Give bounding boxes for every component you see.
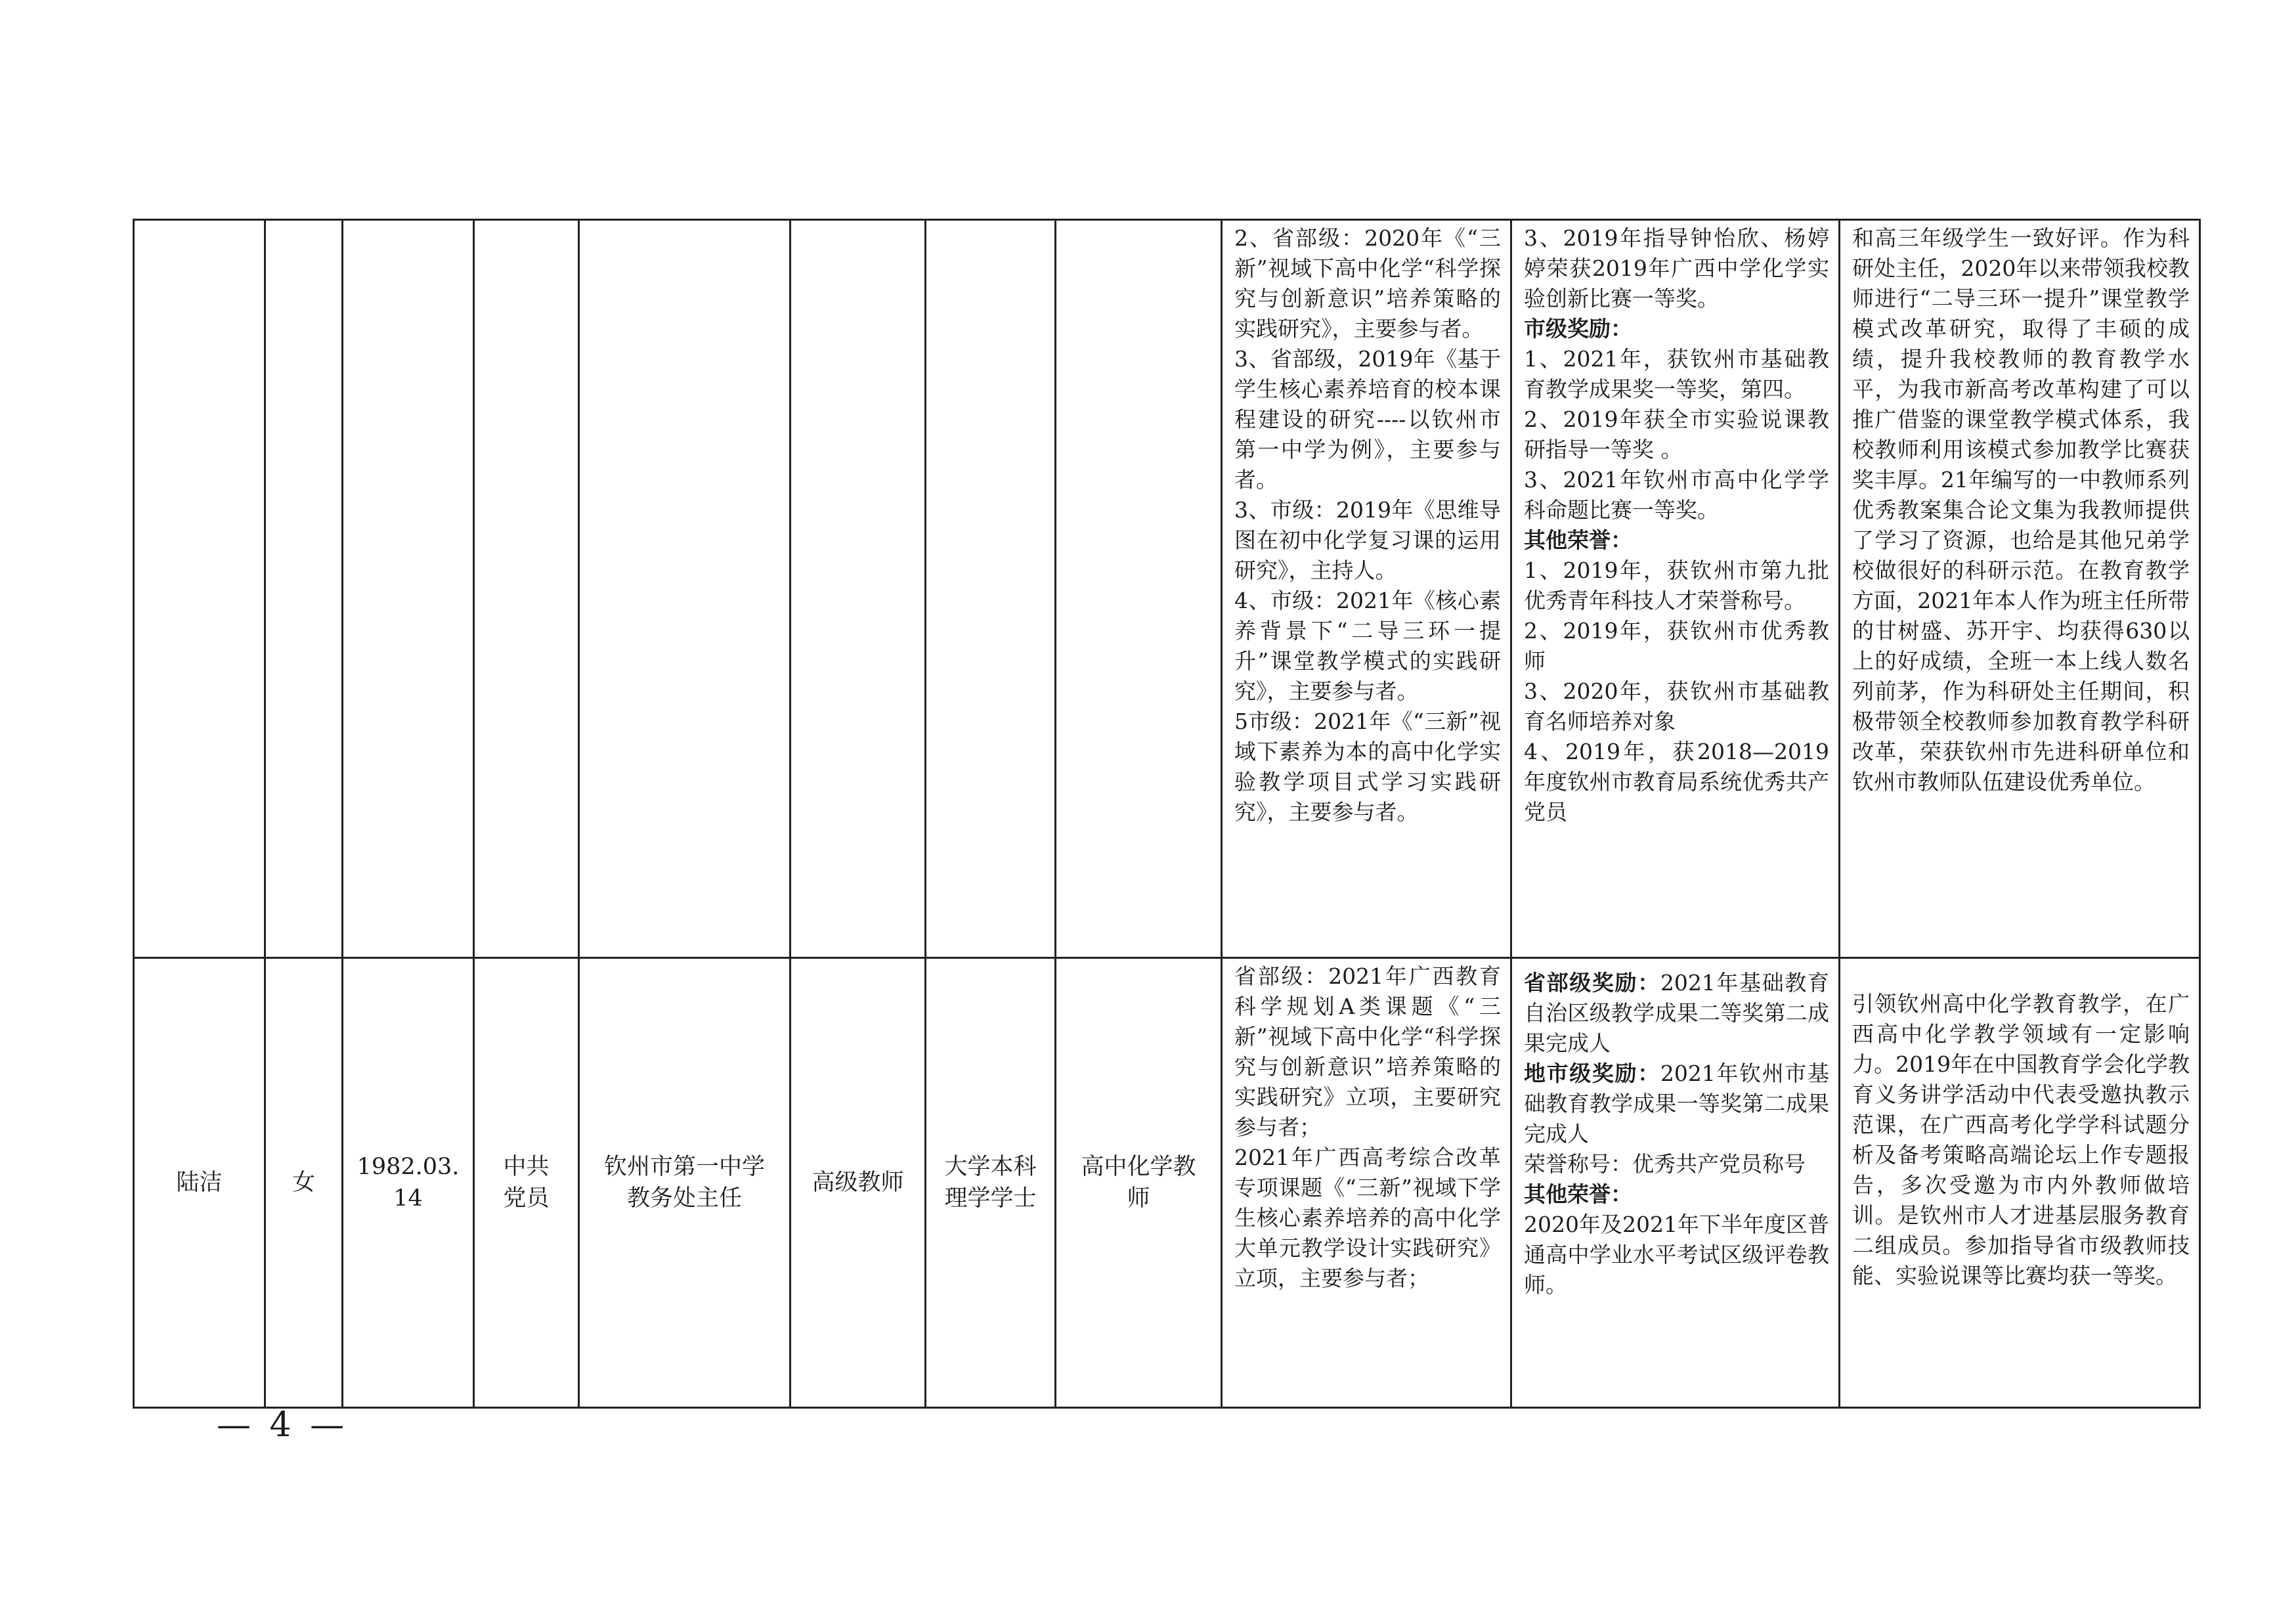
honor-item: 2、2019年，获钦州市优秀教师 [1524,618,1829,674]
person-education: 大学本科 理学学士 [944,1154,1037,1212]
research-item: 4、市级：2021年《核心素养背景下“二导三环一提升”课堂教学模式的实践研究》，主要参与者。 [1234,588,1501,704]
honor-item: 1、2021年，获钦州市基础教育教学成果奖一等奖，第四。 [1524,346,1829,402]
person-title: 高级教师 [812,1170,904,1196]
unit-position-cell [579,220,791,958]
table-row-person [134,958,2200,1408]
honor-item: 4、2019年，获2018—2019年度钦州市教育局系统优秀共产党员 [1524,739,1829,825]
honor-item: 荣誉称号：优秀共产党员称号 [1524,1151,1806,1177]
gender-cell [265,958,343,1408]
page-number: — 4 — [217,1405,349,1445]
honor-heading: 其他荣誉： [1524,527,1632,553]
research-item: 3、省部级，2019年《基于学生核心素养培育的校本课程建设的研究----以钦州市第一中学为例》，主要参与者。 [1234,346,1501,493]
honor-item: 2020年及2021年下半年度区普通高中学业水平考试区级评卷教师。 [1524,1212,1829,1298]
honor-item: 3、2021年钦州市高中化学学科命题比赛一等奖。 [1524,467,1829,523]
political-cell [474,220,579,958]
research-item: 省部级：2021年广西教育科学规划A类课题《“三新”视域下高中化学“科学探究与创新意识”培养策略的实践研究》立项，主要研究参与者； [1234,963,1501,1140]
research-item: 5市级：2021年《“三新”视域下素养为本的高中化学实验教学项目式学习实践研究》，主要参与者。 [1234,709,1501,825]
honor-text: 2021年基础教育自治区级教学成果二等奖第二成果完成人 [1524,970,1829,1056]
honor-item [1524,1059,1829,1149]
table-row-continued [134,220,2200,958]
subject-cell [1056,958,1222,1408]
title-cell [791,958,926,1408]
honor-heading: 其他荣誉： [1524,1181,1632,1207]
name-cell [134,958,265,1408]
research-item: 2021年广西高考综合改革专项课题《“三新”视域下学生核心素养培养的高中化学大单元教学设计实践研究》立项，主要参与者； [1234,1145,1501,1291]
birth-cell [343,220,474,958]
birth-cell [343,958,474,1408]
name-cell [134,220,265,958]
research-cell [1222,220,1511,958]
title-cell [791,220,926,958]
political-cell [474,958,579,1408]
honors-cell [1511,220,1840,958]
honor-item: 3、2019年指导钟怡欣、杨婷婷荣获2019年广西中学化学实验创新比赛一等奖。 [1524,225,1829,311]
description-cell [1840,220,2200,958]
person-subject: 高中化学教 师 [1081,1154,1196,1212]
description-text: 引领钦州高中化学教育教学，在广西高中化学教学领域有一定影响力。2019年在中国教育学会化学教育义务讲学活动中代表受邀执教示范课，在广西高考化学学科试题分析及备考策略高端论坛上作专题报告，多次受邀为市内外教师做培训。是钦州市人才进基层服务教育二组成员。参加指导省市级教师技能、实验说课等比赛均获一等奖。 [1852,991,2190,1288]
education-cell [926,220,1056,958]
person-name: 陆洁 [176,1170,223,1196]
gender-cell [265,220,343,958]
honor-label: 省部级奖励： [1524,970,1660,996]
subject-cell [1056,220,1222,958]
person-unit-position: 钦州市第一中学 教务处主任 [603,1154,765,1212]
education-cell [926,958,1056,1408]
honor-item: 1、2019年，获钦州市第九批优秀青年科技人才荣誉称号。 [1524,558,1829,613]
description-text: 和高三年级学生一致好评。作为科研处主任，2020年以来带领我校教师进行“二导三环一提升”课堂教学模式改革研究，取得了丰硕的成绩，提升我校教师的教育教学水平，为我市新高考改革构建了可以推广借鉴的课堂教学模式体系，我校教师利用该模式参加教学比赛获奖丰厚。21年编写的一中教师系列优秀教案集合论文集为我教师提供了学习了资源，也给是其他兄弟学校做很好的科研示范。在教育教学方面，2021年本人作为班主任所带的甘树盛、苏开宇、均获得630以上的好成绩，全班一本上线人数名列前茅，作为科研处主任期间，积极带领全校教师参加教育教学科研改革，荣获钦州市先进科研单位和钦州市教师队伍建设优秀单位。 [1852,225,2190,795]
person-gender: 女 [292,1170,315,1196]
unit-position-cell [579,958,791,1408]
honor-heading: 市级奖励： [1524,316,1632,341]
research-item: 3、市级：2019年《思维导图在初中化学复习课的运用研究》，主持人。 [1234,497,1501,583]
honor-item [1524,968,1829,1059]
honor-item: 2、2019年获全市实验说课教研指导一等奖 。 [1524,406,1829,462]
honor-item: 3、2020年，获钦州市基础教育名师培养对象 [1524,678,1829,734]
personnel-table [133,219,2201,1409]
honors-cell [1511,958,1840,1408]
research-cell [1222,958,1511,1408]
honor-text: 2021年钦州市基础教育教学成果一等奖第二成果完成人 [1524,1061,1829,1147]
research-item: 2、省部级：2020年《“三新”视域下高中化学“科学探究与创新意识”培养策略的实践研究》，主要参与者。 [1234,225,1501,341]
person-birth: 1982.03. 14 [357,1154,460,1212]
honor-label: 地市级奖励： [1524,1061,1660,1086]
person-political-status: 中共 党员 [503,1154,550,1212]
description-cell [1840,958,2200,1408]
